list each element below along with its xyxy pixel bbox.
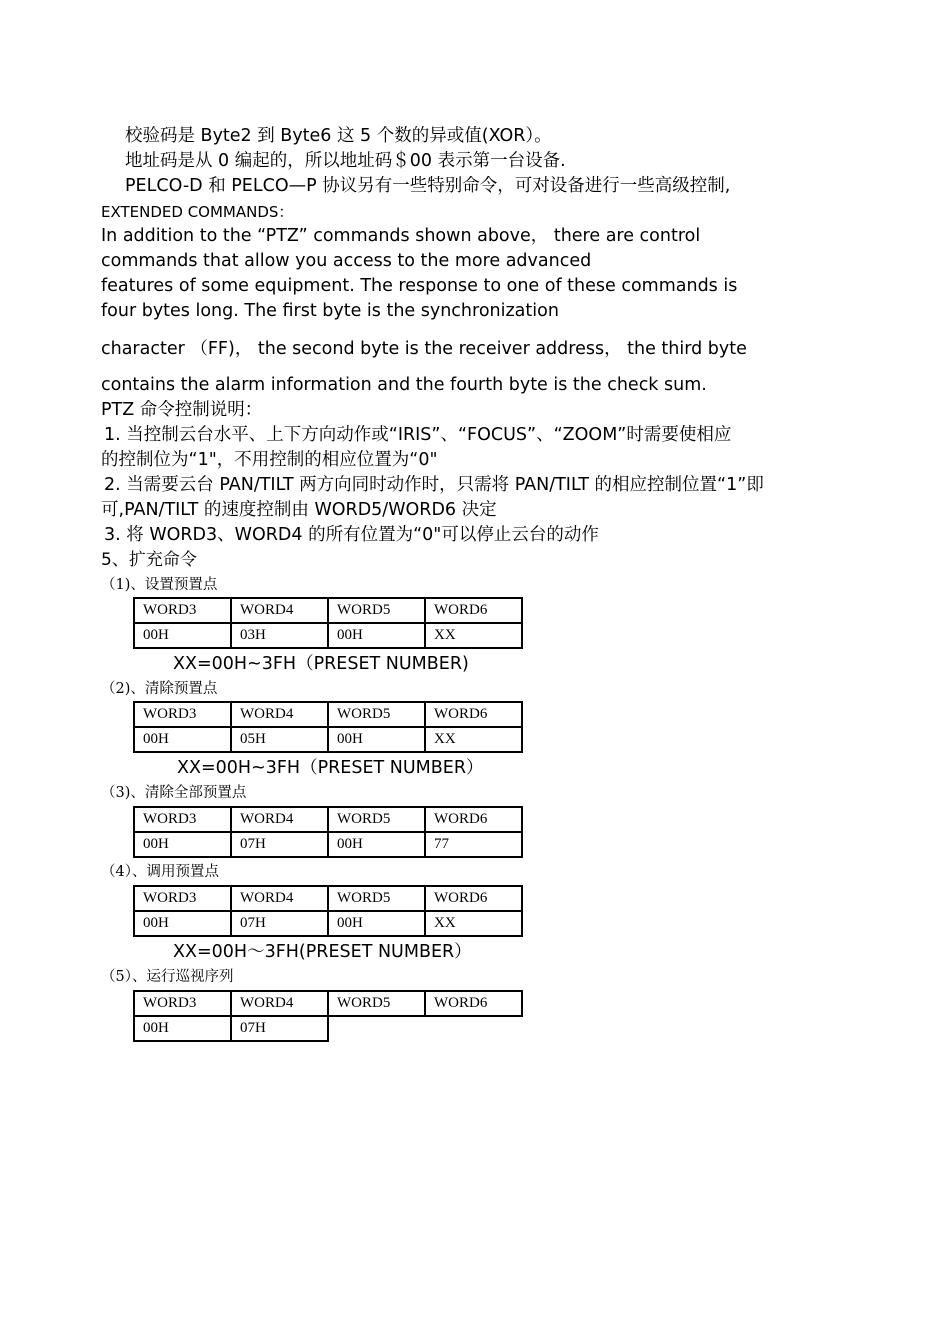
- table-cell-empty: [425, 1016, 522, 1041]
- table-cell: WORD6: [425, 702, 522, 727]
- table-cell: WORD6: [425, 807, 522, 832]
- table-row: [134, 911, 522, 936]
- table-cell: 00H: [328, 832, 425, 857]
- command-table-call-preset: [133, 885, 523, 937]
- table-cell: 77: [425, 832, 522, 857]
- table-cell-empty: [328, 1016, 425, 1041]
- intro-checksum-text: 校验码是 Byte2 到 Byte6 这 5 个数的异或值(XOR）。: [125, 126, 552, 146]
- extended-paragraph-line: In addition to the “PTZ” commands shown above， there are control: [101, 226, 701, 246]
- command-title-run-tour: （5）、运行巡视序列: [101, 969, 234, 985]
- table-cell: 07H: [231, 832, 328, 857]
- command-title-call-preset: （4）、调用预置点: [101, 864, 219, 880]
- table-cell: WORD5: [328, 807, 425, 832]
- table-cell: 00H: [328, 911, 425, 936]
- command-table-clear-all-presets: [133, 806, 523, 858]
- command-title-clear-all-presets: （3)、清除全部预置点: [101, 785, 247, 801]
- table-cell: 00H: [328, 727, 425, 752]
- table-cell: WORD5: [328, 886, 425, 911]
- table-cell: WORD3: [134, 598, 231, 623]
- intro-special-commands-text: PELCO-D 和 PELCO—P 协议另有一些特别命令，可对设备进行一些高级控制,: [125, 176, 731, 196]
- table-cell: WORD4: [231, 991, 328, 1016]
- table-header-row: [134, 886, 522, 911]
- ptz-note-1: 1. 当控制云台水平、上下方向动作或“IRIS”、“FOCUS”、“ZOOM”时需要使相应: [104, 425, 732, 445]
- table-cell: 00H: [134, 727, 231, 752]
- table-cell: 03H: [231, 623, 328, 648]
- table-header-row: [134, 598, 522, 623]
- table-cell: 00H: [328, 623, 425, 648]
- table-cell: XX: [425, 911, 522, 936]
- intro-address-text: 地址码是从 0 编起的，所以地址码＄00 表示第一台设备.: [125, 151, 566, 171]
- table-cell: 07H: [231, 1016, 328, 1041]
- ptz-heading: PTZ 命令控制说明：: [101, 400, 263, 420]
- ptz-note-1-cont: 的控制位为“1"，不用控制的相应位置为“0": [101, 450, 438, 470]
- command-table-run-tour: [133, 990, 523, 1042]
- section-5-heading: 5、扩充命令: [101, 550, 197, 570]
- table-cell: 07H: [231, 911, 328, 936]
- extended-paragraph-line: four bytes long. The first byte is the synchronization: [101, 301, 559, 321]
- command-title-set-preset: （1)、设置预置点: [101, 577, 218, 593]
- table-cell: WORD4: [231, 807, 328, 832]
- preset-range-note: XX=00H～3FH(PRESET NUMBER）: [173, 942, 472, 962]
- table-row: [134, 1016, 522, 1041]
- table-cell: 00H: [134, 1016, 231, 1041]
- table-cell: WORD5: [328, 598, 425, 623]
- table-cell: XX: [425, 623, 522, 648]
- table-cell: WORD3: [134, 991, 231, 1016]
- table-cell: 05H: [231, 727, 328, 752]
- table-header-row: [134, 807, 522, 832]
- extended-paragraph-line: contains the alarm information and the fourth byte is the check sum.: [101, 375, 707, 395]
- table-cell: WORD3: [134, 807, 231, 832]
- table-cell: WORD5: [328, 702, 425, 727]
- ptz-note-2: 2. 当需要云台 PAN/TILT 两方向同时动作时，只需将 PAN/TILT 的相应控制位置“1”即: [104, 475, 764, 495]
- table-cell: WORD4: [231, 886, 328, 911]
- table-cell: XX: [425, 727, 522, 752]
- preset-range-note: XX=00H~3FH（PRESET NUMBER): [173, 654, 469, 674]
- table-cell: WORD5: [328, 991, 425, 1016]
- table-cell: 00H: [134, 911, 231, 936]
- table-cell: WORD4: [231, 598, 328, 623]
- table-row: [134, 623, 522, 648]
- ptz-note-2-cont: 可,PAN/TILT 的速度控制由 WORD5/WORD6 决定: [101, 500, 497, 520]
- table-cell: 00H: [134, 832, 231, 857]
- ptz-note-3: 3. 将 WORD3、WORD4 的所有位置为“0"可以停止云台的动作: [104, 525, 599, 545]
- table-header-row: [134, 991, 522, 1016]
- table-cell: WORD3: [134, 886, 231, 911]
- table-cell: WORD6: [425, 598, 522, 623]
- table-cell: WORD4: [231, 702, 328, 727]
- extended-paragraph-line: character （FF)， the second byte is the receiver address， the third byte: [101, 339, 747, 359]
- command-title-clear-preset: （2)、清除预置点: [101, 681, 218, 697]
- extended-paragraph-line: commands that allow you access to the more advanced: [101, 251, 592, 271]
- table-header-row: [134, 702, 522, 727]
- table-cell: WORD3: [134, 702, 231, 727]
- command-table-set-preset: [133, 597, 523, 649]
- command-table-clear-preset: [133, 701, 523, 753]
- table-cell: WORD6: [425, 991, 522, 1016]
- table-row: [134, 727, 522, 752]
- extended-commands-heading: EXTENDED COMMANDS：: [101, 203, 294, 221]
- extended-paragraph-line: features of some equipment. The response to one of these commands is: [101, 276, 738, 296]
- table-row: [134, 832, 522, 857]
- table-cell: WORD6: [425, 886, 522, 911]
- preset-range-note: XX=00H~3FH（PRESET NUMBER）: [177, 758, 484, 778]
- table-cell: 00H: [134, 623, 231, 648]
